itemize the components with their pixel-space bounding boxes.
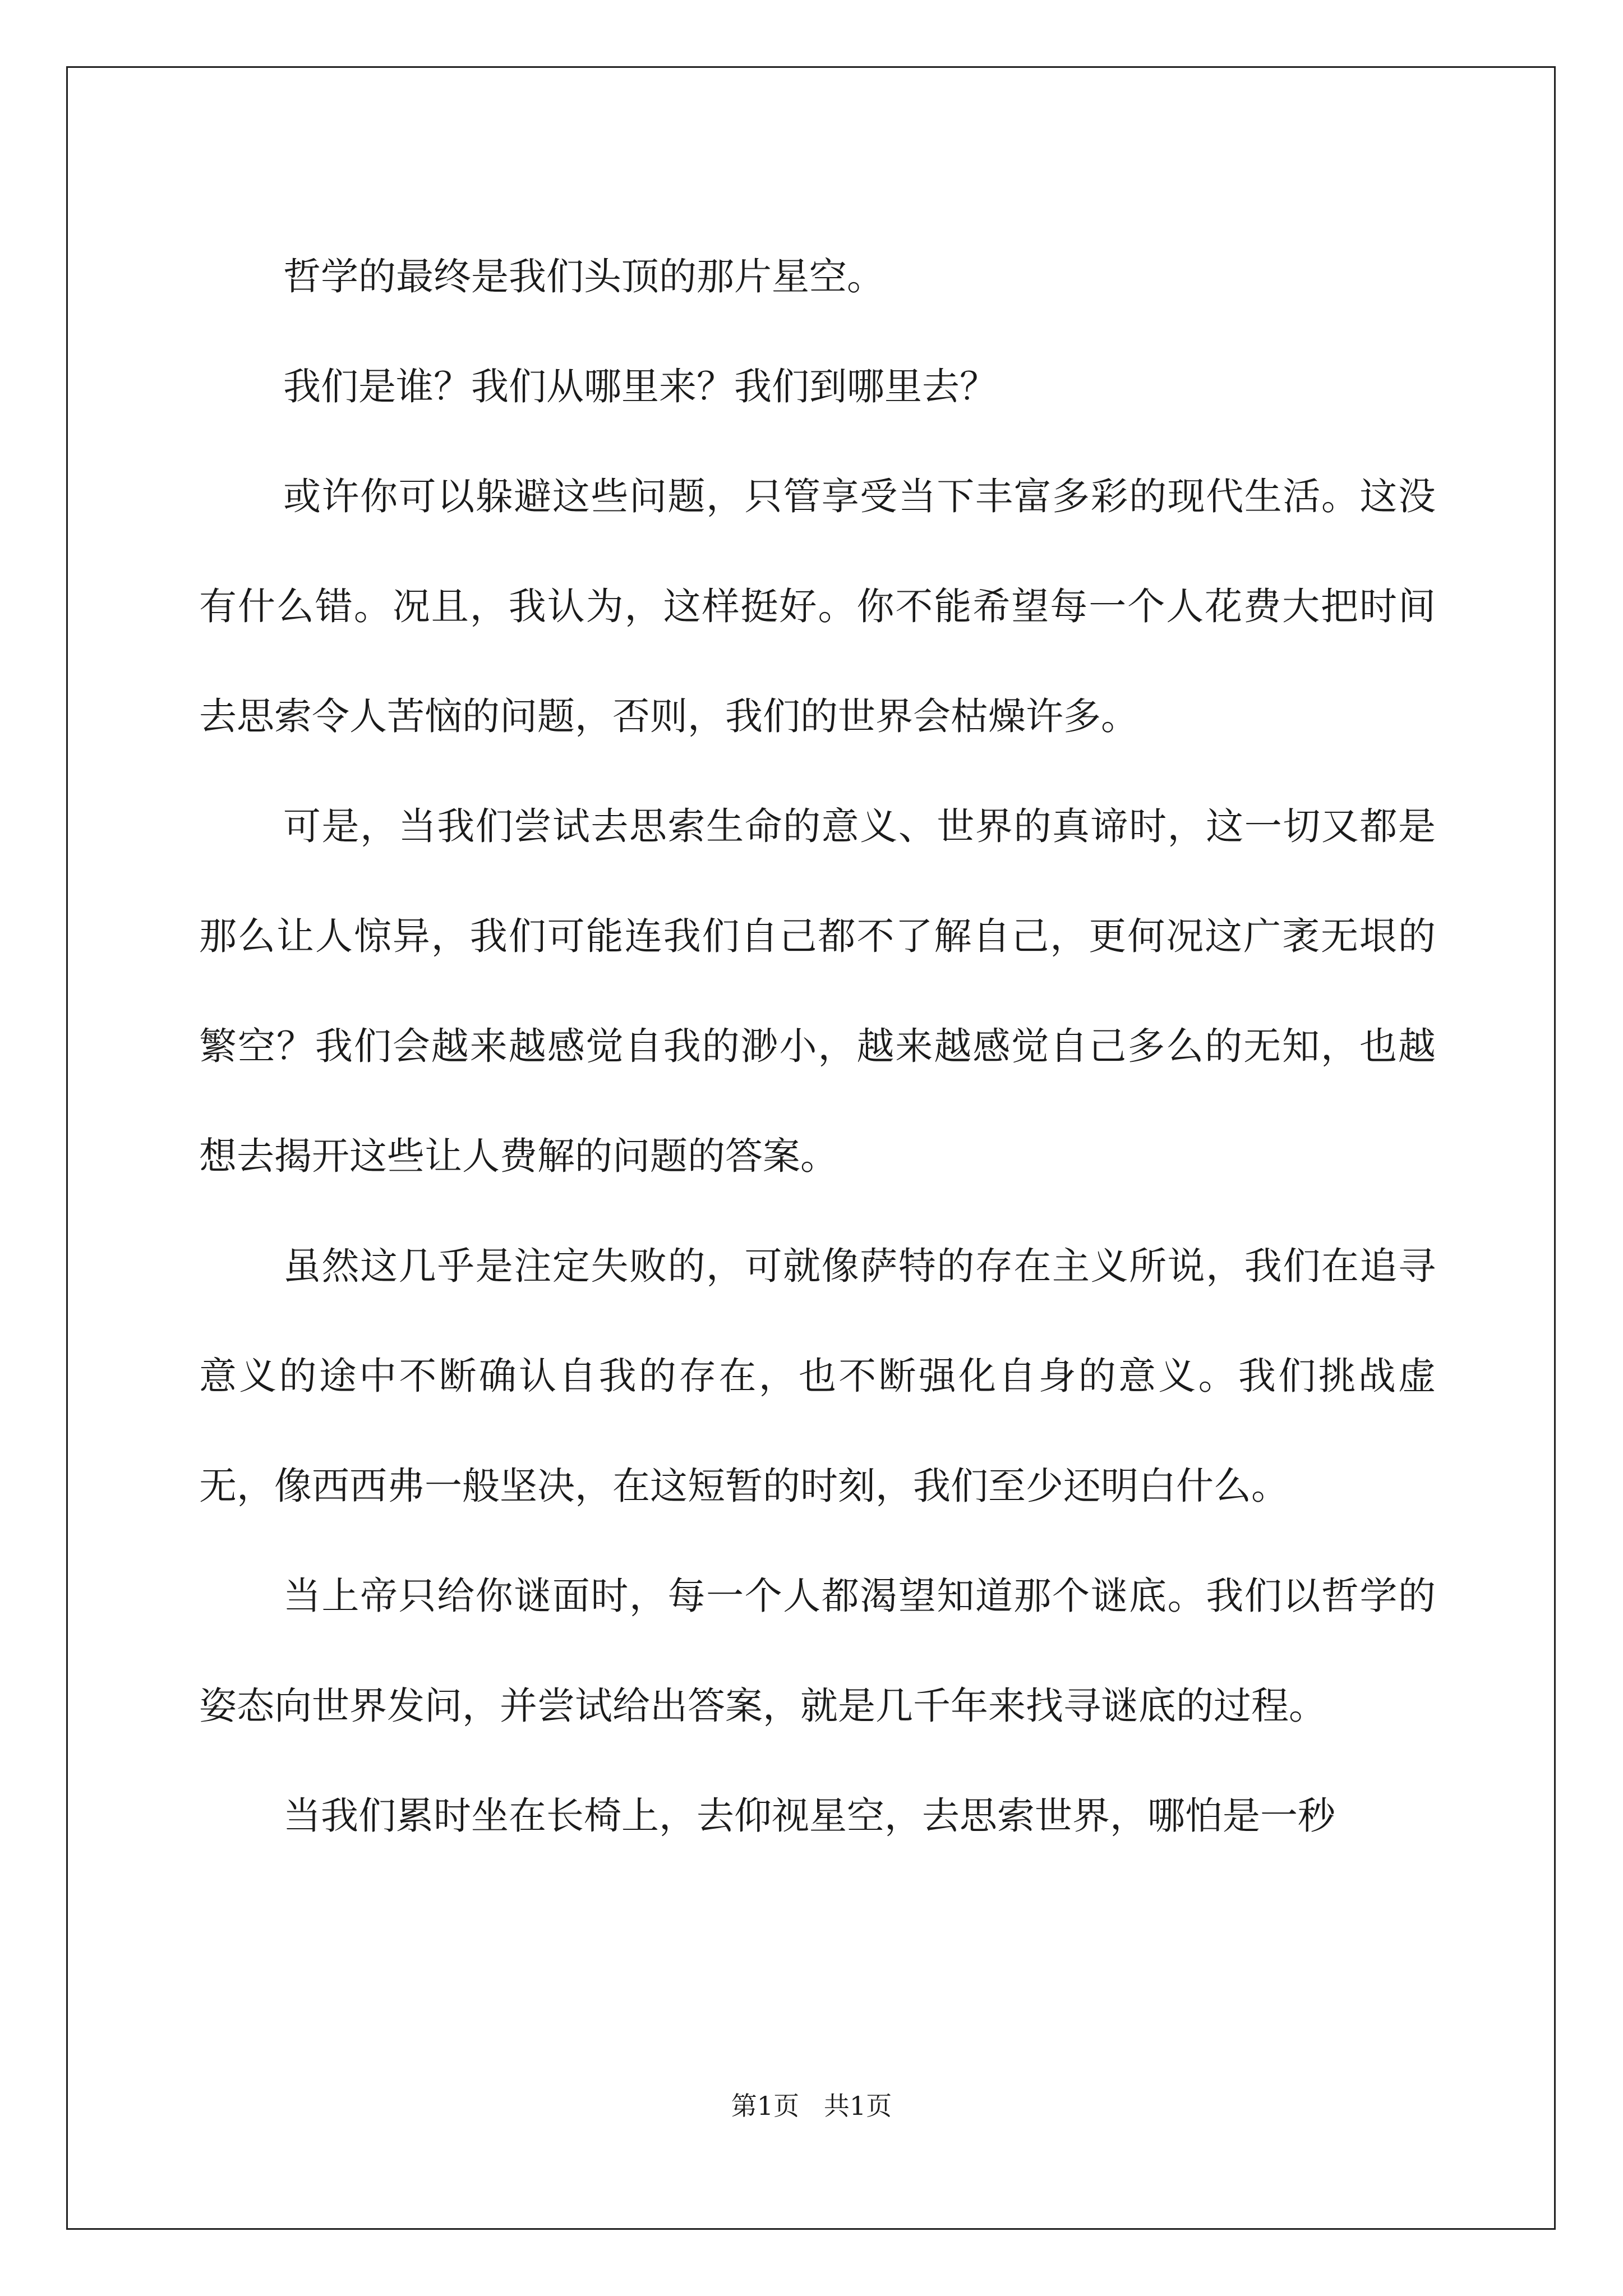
paragraph-5: 虽然这几乎是注定失败的，可就像萨特的存在主义所说，我们在追寻意义的途中不断确认自我的存在，也不断强化自身的意义。我们挑战虚无，像西西弗一般坚决，在这短暂的时刻，我们至少还明白什么。 <box>199 1244 1436 1508</box>
paragraph-3: 或许你可以躲避这些问题，只管享受当下丰富多彩的现代生活。这没有什么错。况且，我认为，这样挺好。你不能希望每一个人花费大把时间去思索令人苦恼的问题，否则，我们的世界会枯燥许多。 <box>199 475 1436 738</box>
paragraph-6: 当上帝只给你谜面时，每一个人都渴望知道那个谜底。我们以哲学的姿态向世界发问，并尝试给出答案，就是几千年来找寻谜底的过程。 <box>199 1574 1436 1728</box>
document-body <box>199 222 1436 1871</box>
paragraph-2: 我们是谁？我们从哪里来？我们到哪里去？ <box>283 365 997 408</box>
page-number-footer: 第1页 共1页 <box>731 2091 892 2121</box>
paragraph-7: 当我们累时坐在长椅上，去仰视星空，去思索世界，哪怕是一秒 <box>283 1794 1335 1838</box>
paragraph-1: 哲学的最终是我们头顶的那片星空。 <box>283 255 884 298</box>
paragraph-4: 可是，当我们尝试去思索生命的意义、世界的真谛时，这一切又都是那么让人惊异，我们可能连我们自己都不了解自己，更何况这广袤无垠的繁空？我们会越来越感觉自我的渺小，越来越感觉自己多么的无知，也越想去揭开这些让人费解的问题的答案。 <box>199 804 1436 1178</box>
